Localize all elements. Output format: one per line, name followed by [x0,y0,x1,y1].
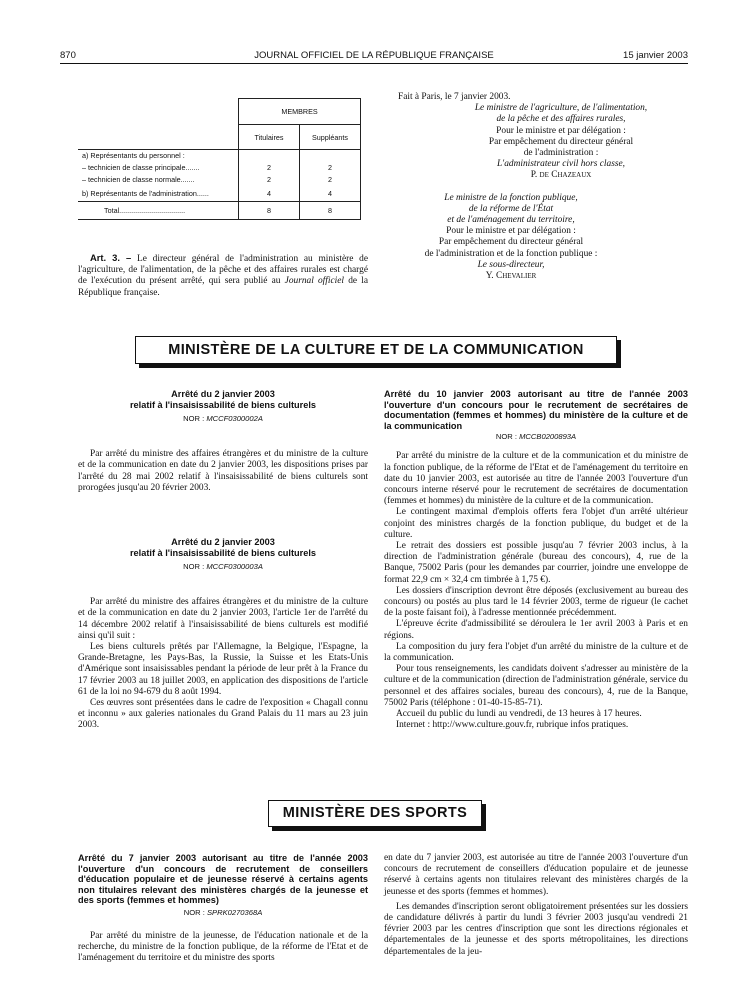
ministere-sports-title: MINISTÈRE DES SPORTS [282,805,468,821]
sig-line: de l'administration et de la fonction publique : [424,248,598,259]
arrete3-paragraph: Le retrait des dossiers est possible jusqu'au 7 février 2003 inclus, à la direction de l'administration générale (bureau des concours), 4, rue de la Banque, 75002 Paris (pour les demandes par courrier, joindre une enveloppe de format 22,9 cm × 32,4 cm timbrée à 1,75 €). [384,541,688,585]
table-cell: 2 [300,162,361,174]
membres-table [78,98,361,220]
header-rule [60,63,688,64]
table-cell: 8 [239,202,300,220]
arrete2 [78,537,368,732]
arrete4-title: Arrêté du 7 janvier 2003 autorisant au titre de l'année 2003 l'ouverture d'un concours de recrutement de conseillers d'éducation populaire et de jeunesse réservé à certains agents non titulaires relevant des ministères chargés de la jeunesse et des sports (femmes et hommes) [78,853,368,906]
table-row-label: Total................................. [78,202,239,220]
arrete3-paragraph: Par arrêté du ministre de la culture et de la communication et du ministre de la fonction publique, de la réforme de l'Etat et de l'aménagement du territoire en date du 10 janvier 2003, est autorisée au titre de l'année 2003 l'ouverture d'un concours interne réservé pour le recrutement de secrétaires de documentation (femmes et hommes) du ministère de la culture et de la communication. [384,451,688,507]
sig-line: de l'administration : [523,148,599,159]
fait-a-paris: Fait à Paris, le 7 janvier 2003. [398,92,511,102]
arrete1-subtitle: relatif à l'insaisissabilité de biens culturels [129,399,316,410]
table-cell: 8 [300,202,361,220]
arrete3-paragraph: Internet : http://www.culture.gouv.fr, rubrique infos pratiques. [396,720,629,731]
journal-title: JOURNAL OFFICIEL DE LA RÉPUBLIQUE FRANÇAISE [254,50,494,61]
arrete3 [384,389,688,731]
arrete3-paragraph: Pour tous renseignements, les candidats doivent s'adresser au ministère de la culture et de la communication (direction de l'administration générale, service du personnel et des affaires sociales, bureau des concours), 4, rue de la Banque, 75002 Paris (téléphone : 01-40-15-85-71). [384,664,688,708]
nor-label: NOR : [183,907,205,917]
table-cell: 4 [239,186,300,202]
arrete3-paragraph: La composition du jury fera l'objet d'un arrêté du ministre de la culture et de la communication. [384,641,688,664]
nor-label: NOR : [495,432,517,442]
table-cell [239,150,300,162]
art3-lead: Art. 3. – [90,252,132,263]
art3-journal: Journal officiel [284,276,345,287]
signatures-block [384,92,688,282]
sig-line: Le ministre de la fonction publique, [444,192,578,203]
signatory-name: Y. Chevalier [485,271,537,282]
table-cell: 2 [239,174,300,186]
sig-line: L'administrateur civil hors classe, [496,159,626,170]
arrete2-paragraph: Les biens culturels prêtés par l'Allemagne, la Belgique, l'Espagne, la Grande-Bretagne, les Pays-Bas, la Russie, la Suisse et les Etats-Unis d'Amérique sont insaisissables pendant la période de leur prêt à la France du 17 février 2003 au 18 juillet 2003, en application des dispositions de l'article 61 de la loi no 94-679 du 8 août 1994. [78,642,368,697]
sig-line: Pour le ministre et par délégation : [446,226,576,237]
ministere-sports-box [268,800,482,827]
table-cell: 4 [300,186,361,202]
arrete4-paragraph: Les demandes d'inscription seront obligatoirement présentées sur les dossiers de candidature délivrés à partir du lundi 3 février 2003 jusqu'au vendredi 21 février 2003 par les centres d'inscription que sont les directions régionales et départementales de la jeunesse et des sports métropolitaines, les directions départementales de la jeu- [384,901,688,957]
col-titulaires: Titulaires [239,125,300,150]
arrete1 [78,389,368,494]
sig-line: Pour le ministre et par délégation : [496,125,626,136]
sig-line: de la pêche et des affaires rurales, [496,114,626,125]
arrete2-subtitle: relatif à l'insaisissabilité de biens culturels [129,547,316,558]
col-suppleants: Suppléants [300,125,361,150]
arrete3-paragraph: Accueil du public du lundi au vendredi, de 13 heures à 17 heures. [396,709,642,720]
arrete4-paragraph: en date du 7 janvier 2003, est autorisée au titre de l'année 2003 l'ouverture d'un concours de recrutement de conseillers d'éducation populaire et de jeunesse réservé à certains agents non titulaires relevant des ministères chargés de la jeunesse et des sports (femmes et hommes). [384,853,688,897]
sig-line: et de l'aménagement du territoire, [447,215,575,226]
nor-label: NOR : [183,562,205,572]
table-row-label: b) Représentants de l'administration...... [78,186,239,202]
membres-header: MEMBRES [239,99,361,125]
sig-line: Le ministre de l'agriculture, de l'alimentation, [474,103,648,114]
table-row-label: – technicien de classe normale....... [78,174,239,186]
arrete1-paragraph: Par arrêté du ministre des affaires étrangères et du ministre de la culture et de la communication en date du 2 janvier 2003, les dispositions prises par l'arrêté du 28 mai 2002 relatif à l'insaisissabilité de biens culturels sont prorogées jusqu'au 20 février 2003. [78,449,368,493]
arrete2-paragraph: Ces œuvres sont présentées dans le cadre de l'exposition « Chagall connu et inconnu » aux galeries nationales du Grand Palais du 11 mars au 23 juin 2003. [78,698,368,731]
nor-code: MCCF0300003A [206,562,263,572]
page-number: 870 [60,50,76,61]
sig-line: Le sous-directeur, [477,259,545,270]
arrete1-title: Arrêté du 2 janvier 2003 [171,389,275,399]
art3-body: Le directeur général de l'administration au ministère de l'agriculture, de l'alimentation, de la pêche et des affaires rurales est chargé de l'exécution du présent arrêté, qui sera publié au [78,254,369,287]
arrete4-continued [384,853,688,958]
header-date: 15 janvier 2003 [623,50,688,61]
table-row-label: – technicien de classe principale....... [78,162,239,174]
arrete3-paragraph: L'épreuve écrite d'admissibilité se déroulera le 1er avril 2003 à Paris et en régions. [384,619,688,641]
arrete2-title: Arrêté du 2 janvier 2003 [171,537,275,547]
nor-label: NOR : [183,414,205,424]
arrete3-paragraph: Le contingent maximal d'emplois offerts fera l'objet d'un arrêté ultérieur conjoint des ministres chargés de la fonction publique, du budget et de la culture. [384,507,688,540]
art3-paragraph [78,252,368,299]
table-row-label: a) Représentants du personnel : [78,150,239,162]
signatory-name: P. de Chazeaux [530,170,592,181]
sig-line: Par empêchement du directeur général [438,237,584,248]
art3-end: de la République française. [78,276,368,298]
arrete3-title: Arrêté du 10 janvier 2003 autorisant au titre de l'année 2003 l'ouverture d'un concours pour le recrutement de secrétaires de documentation (femmes et hommes) du ministère de la culture et de la communication [384,389,688,431]
sig-line: de la réforme de l'État [468,203,554,214]
arrete4-paragraph: Par arrêté du ministre de la jeunesse, de l'éducation nationale et de la recherche, du ministre de la fonction publique, de la réforme de l'Etat et de l'aménagement du territoire et du ministre des sports [78,930,368,964]
ministere-culture-title: MINISTÈRE DE LA CULTURE ET DE LA COMMUNICATION [168,342,584,358]
arrete4 [78,853,368,965]
nor-code: SPRK0270368A [206,907,263,917]
arrete3-paragraph: Les dossiers d'inscription devront être déposés (exclusivement au bureau des concours) ou postés au plus tard le 14 février 2003, terme de rigueur (le cachet de la poste faisant foi), à l'adresse mentionnée précédemment. [384,585,688,619]
ministere-culture-box [135,336,617,364]
nor-code: MCCB0200893A [519,432,577,442]
table-cell: 2 [239,162,300,174]
arrete2-paragraph: Par arrêté du ministre des affaires étrangères et du ministre de la culture et de la communication en date du 2 janvier 2003, l'article 1er de l'arrêté du 14 décembre 2002 relatif à l'insaisissabilité de biens culturels est modifié ainsi qu'il suit : [78,597,368,641]
table-cell: 2 [300,174,361,186]
nor-code: MCCF0300002A [206,414,263,424]
table-cell [300,150,361,162]
sig-line: Par empêchement du directeur général [488,136,634,147]
